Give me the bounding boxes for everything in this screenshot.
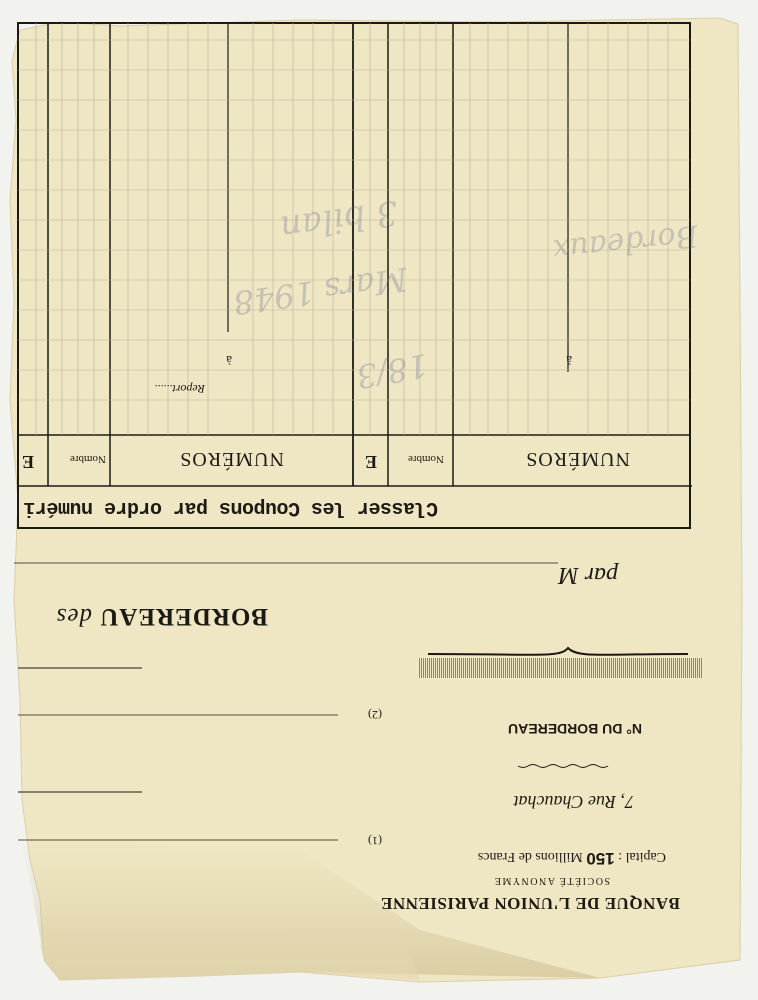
bordereau-number-label: N° DU BORDEREAU bbox=[508, 721, 642, 737]
par-label: par M bbox=[558, 562, 618, 588]
bank-name: BANQUE DE L'UNION PARISIENNE bbox=[380, 894, 680, 913]
instruction-text: Classer les Coupons par ordre numéri bbox=[23, 496, 438, 519]
form-title-continuation: des bbox=[55, 603, 92, 630]
handwriting-1: 3 bilan bbox=[277, 191, 401, 249]
header-nombre-left: Nombre bbox=[407, 453, 444, 465]
bank-address: 7, Rue Chauchat bbox=[513, 792, 634, 812]
a-label-right: à bbox=[226, 353, 232, 368]
header-e-left: E bbox=[364, 452, 377, 472]
capital-amount: 150 bbox=[586, 849, 615, 868]
marker-1: (1) bbox=[368, 834, 382, 848]
handwriting-3: Mars 1948 bbox=[231, 259, 410, 323]
form-title bbox=[56, 602, 268, 630]
header-numeros-right: NUMÉROS bbox=[179, 448, 284, 470]
marker-2: (2) bbox=[368, 708, 382, 722]
capital-line bbox=[478, 848, 666, 868]
handwriting-2: Bordeaux bbox=[551, 217, 700, 268]
report-label: Report...... bbox=[154, 382, 205, 396]
header-numeros-left: NUMÉROS bbox=[525, 448, 630, 470]
capital-suffix: Millions de Francs bbox=[477, 849, 583, 864]
handwriting-4: 18/3 bbox=[353, 346, 431, 396]
a-label-left: à bbox=[566, 353, 572, 368]
header-e-right: E bbox=[21, 452, 34, 472]
capital-prefix: Capital : bbox=[618, 849, 666, 864]
company-type: SOCIÉTÉ ANONYME bbox=[493, 875, 610, 886]
header-nombre-right: Nombre bbox=[69, 453, 106, 465]
form-title-main: BORDEREAU bbox=[99, 603, 268, 630]
